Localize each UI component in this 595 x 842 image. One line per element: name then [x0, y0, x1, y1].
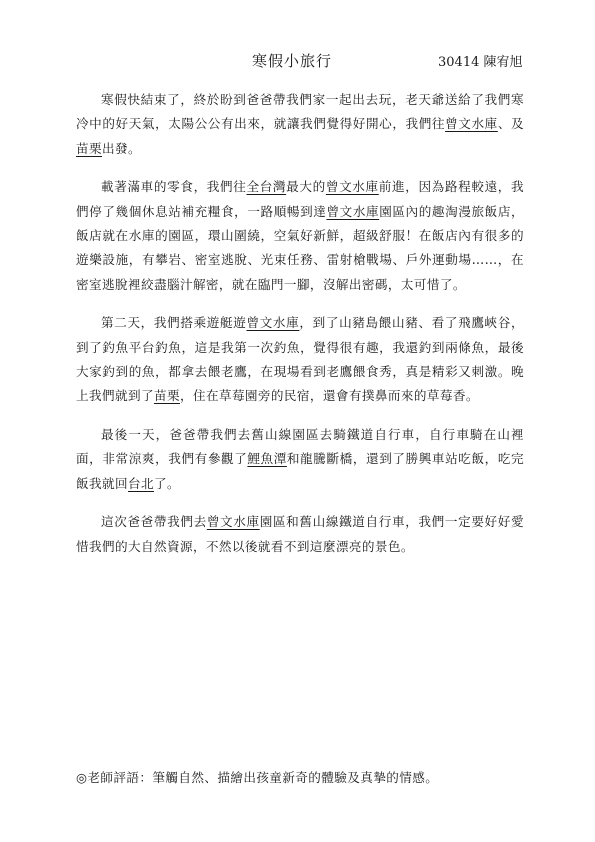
teacher-comment-block: [76, 766, 546, 790]
paragraph: [76, 311, 524, 409]
paragraph: [76, 423, 524, 496]
paragraph: [76, 175, 524, 297]
underlined-place-name: 苗栗: [76, 140, 102, 156]
essay-body: [76, 88, 524, 573]
text-run: 前進，因為路程較遠，我們停了幾個休息站補充糧食，一路順暢到達: [76, 179, 525, 219]
essay-title: 寒假小旅行: [252, 52, 333, 70]
underlined-place-name: 台北: [127, 475, 154, 491]
text-run: 園區內的趣淘漫旅飯店，飯店就在水庫的園區，環山圍繞，空氣好新鮮，超級舒服！在飯店內有很多的遊樂設施，有攀岩、密室逃脫、光束任務、雷射槍戰場、戶外運動場……，在密室逃脫裡絞盡腦汁解密，就在臨門一腳，沒解出密碼，太可惜了。: [76, 203, 524, 292]
text-run: 第二天，我們搭乘遊艇遊: [101, 315, 247, 331]
text-run: 最大的: [286, 179, 326, 195]
underlined-place-name: 曾文水庫: [325, 179, 379, 195]
text-run: 寒假快結束了，終於盼到爸爸帶我們家一起出去玩，老天爺送給了我們寒冷中的好天氣，太陽公公有出來，就讓我們覺得好開心，我們往: [76, 92, 524, 132]
text-run: 園區和舊山線鐵道自行車，我們一定要好好愛惜我們的大自然資源，不然以後就看不到這麼漂亮的景色。: [76, 514, 524, 554]
text-run: 出發。: [102, 140, 141, 156]
text-run: 載著滿車的零食，我們往: [101, 179, 247, 195]
text-run: 了。: [153, 475, 180, 491]
teacher-comment: ◎老師評語：筆觸自然、描繪出孩童新奇的體驗及真摯的情感。: [76, 770, 439, 785]
text-run: 和龍騰斷橋，還到了勝興車站吃飯，吃完飯我就回: [76, 451, 525, 491]
underlined-place-name: 鯉魚潭: [247, 451, 287, 467]
title-row: [0, 50, 595, 70]
text-run: 、及: [497, 116, 524, 132]
underlined-place-name: 全台灣: [246, 179, 287, 195]
author-id: 30414 陳宥旭: [438, 55, 523, 70]
underlined-place-name: 曾文水庫: [326, 203, 380, 219]
underlined-place-name: 曾文水庫: [445, 116, 498, 132]
text-run: ，住在草莓園旁的民宿，還會有撲鼻而來的草莓香。: [179, 388, 479, 404]
paragraph: [76, 510, 524, 559]
underlined-place-name: 苗栗: [153, 388, 180, 404]
text-run: ，到了山豬島餵山豬、看了飛鷹峽谷，到了釣魚平台釣魚，這是我第一次釣魚，覺得很有趣，我還釣到兩條魚，最後大家釣到的魚，都拿去餵老鷹，在現場看到老鷹餵食秀，真是精彩又刺激。晚上我們就到了: [76, 315, 524, 404]
underlined-place-name: 曾文水庫: [246, 315, 300, 331]
paragraph: [76, 88, 524, 161]
underlined-place-name: 曾文水庫: [206, 514, 260, 530]
text-run: 這次爸爸帶我們去: [101, 514, 207, 530]
text-run: 最後一天，爸爸帶我們去舊山線園區去騎鐵道自行車，自行車騎在山裡面，非常涼爽，我們有參觀了: [76, 426, 524, 467]
